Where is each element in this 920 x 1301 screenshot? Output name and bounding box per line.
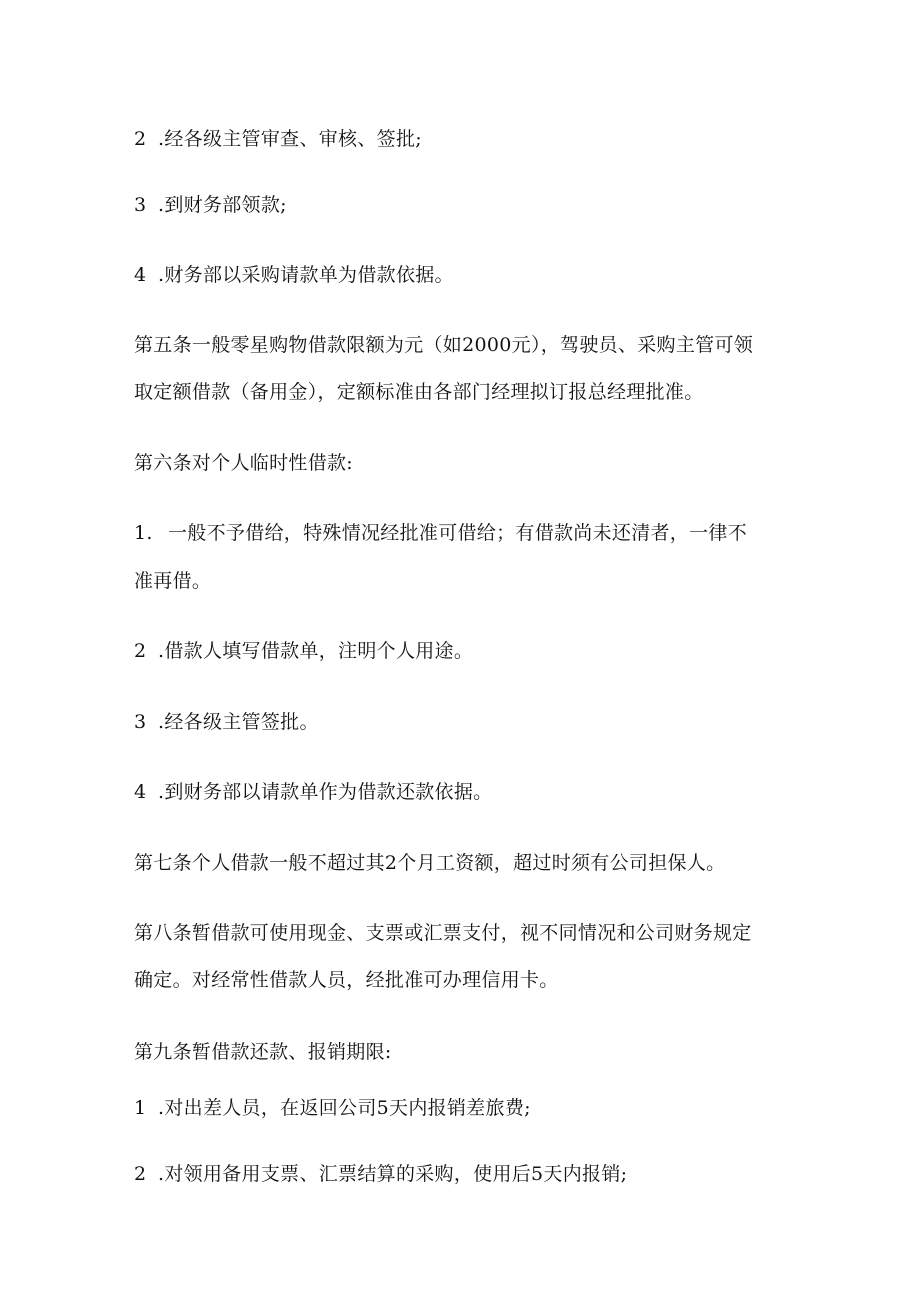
paragraph-text: .到财务部以请款单作为借款还款依据。 [158,781,493,803]
paragraph-text: .经各级主管签批。 [158,711,319,733]
paragraph-item-4-basis [134,263,794,287]
article-6-item-3 [134,710,794,734]
paragraph-text: .经各级主管审查、审核、签批; [158,128,422,150]
paragraph-text: .对领用备用支票、汇票结算的采购，使用后5天内报销; [158,1163,628,1185]
paragraph-text: .财务部以采购请款单为借款依据。 [158,264,454,286]
item-number: 2 [134,1163,147,1185]
article-6-item-1-line-1 [134,521,794,545]
item-number: 3 [134,194,147,216]
item-number: 3 [134,711,147,733]
article-5-line-2: 取定额借款（备用金），定额标准由各部门经理拟订报总经理批准。 [134,381,704,403]
article-9-heading: 第九条暂借款还款、报销期限: [134,1041,392,1063]
article-9-item-1 [134,1096,794,1120]
paragraph-text: .借款人填写借款单，注明个人用途。 [158,640,474,662]
item-number: 4 [134,264,147,286]
article-6-heading: 第六条对个人临时性借款: [134,452,354,474]
paragraph-text: 一般不予借给，特殊情况经批准可借给；有借款尚未还清者，一律不 [168,522,748,544]
item-number: 1. [134,522,153,544]
article-9-item-2 [134,1162,794,1186]
item-number: 4 [134,781,147,803]
paragraph-item-3-collect [134,193,794,217]
item-number: 1 [134,1097,147,1119]
article-5-line-1: 第五条一般零星购物借款限额为元（如2000元），驾驶员、采购主管可领 [134,334,754,356]
item-number: 2 [134,640,147,662]
article-8-line-2: 确定。对经常性借款人员，经批准可办理信用卡。 [134,969,559,991]
article-6-item-1-line-2: 准再借。 [134,570,212,592]
article-6-item-2 [134,639,794,663]
article-8-line-1: 第八条暂借款可使用现金、支票或汇票支付，视不同情况和公司财务规定 [134,922,752,944]
paragraph-item-2-review [134,127,794,151]
item-number: 2 [134,128,147,150]
paragraph-text: .对出差人员，在返回公司5天内报销差旅费; [158,1097,531,1119]
article-7: 第七条个人借款一般不超过其2个月工资额，超过时须有公司担保人。 [134,852,726,874]
article-6-item-4 [134,780,794,804]
paragraph-text: .到财务部领款; [158,194,287,216]
